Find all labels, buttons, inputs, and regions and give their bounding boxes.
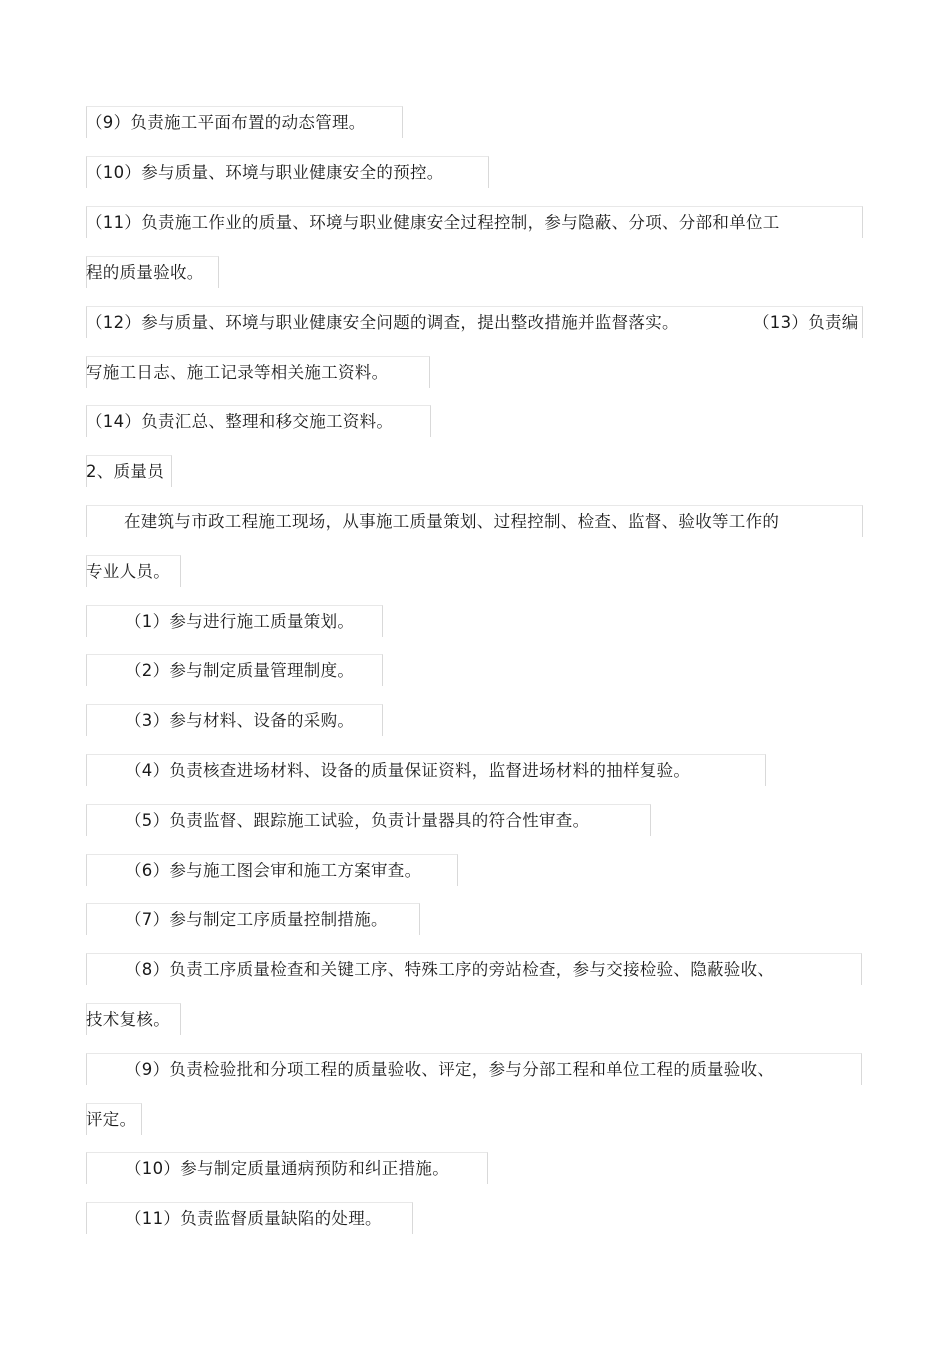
- text-line: （2）参与制定质量管理制度。: [125, 661, 355, 680]
- text-line: （9）负责检验批和分项工程的质量验收、评定，参与分部工程和单位工程的质量验收、: [125, 1060, 775, 1079]
- text-line: （4）负责核查进场材料、设备的质量保证资料，监督进场材料的抽样复验。: [125, 761, 691, 780]
- text-line: 程的质量验收。: [86, 263, 204, 282]
- text-line: 技术复核。: [86, 1010, 170, 1029]
- text-line: （14）负责汇总、整理和移交施工资料。: [86, 412, 394, 431]
- text-line: 写施工日志、施工记录等相关施工资料。: [86, 363, 389, 382]
- text-line: （9）负责施工平面布置的动态管理。: [86, 113, 366, 132]
- text-line: （7）参与制定工序质量控制措施。: [125, 910, 388, 929]
- text-line: 评定。: [86, 1110, 137, 1129]
- text-line: （5）负责监督、跟踪施工试验，负责计量器具的符合性审查。: [125, 811, 590, 830]
- text-line: （1）参与进行施工质量策划。: [125, 612, 355, 631]
- section-heading: 2、质量员: [86, 462, 164, 481]
- text-line: （6）参与施工图会审和施工方案审查。: [125, 861, 422, 880]
- text-line: 专业人员。: [86, 562, 170, 581]
- text-line: （8）负责工序质量检查和关键工序、特殊工序的旁站检查，参与交接检验、隐蔽验收、: [125, 960, 775, 979]
- text-line: （3）参与材料、设备的采购。: [125, 711, 355, 730]
- text-line: （12）参与质量、环境与职业健康安全问题的调查，提出整改措施并监督落实。: [86, 313, 679, 332]
- text-line: （11）负责监督质量缺陷的处理。: [125, 1209, 382, 1228]
- text-line: 在建筑与市政工程施工现场，从事施工质量策划、过程控制、检查、监督、验收等工作的: [124, 512, 780, 531]
- text-line: （10）参与制定质量通病预防和纠正措施。: [125, 1159, 449, 1178]
- text-line: （13）负责编: [753, 313, 859, 332]
- text-line: （10）参与质量、环境与职业健康安全的预控。: [86, 163, 444, 182]
- text-line: （11）负责施工作业的质量、环境与职业健康安全过程控制，参与隐蔽、分项、分部和单位工: [86, 213, 780, 232]
